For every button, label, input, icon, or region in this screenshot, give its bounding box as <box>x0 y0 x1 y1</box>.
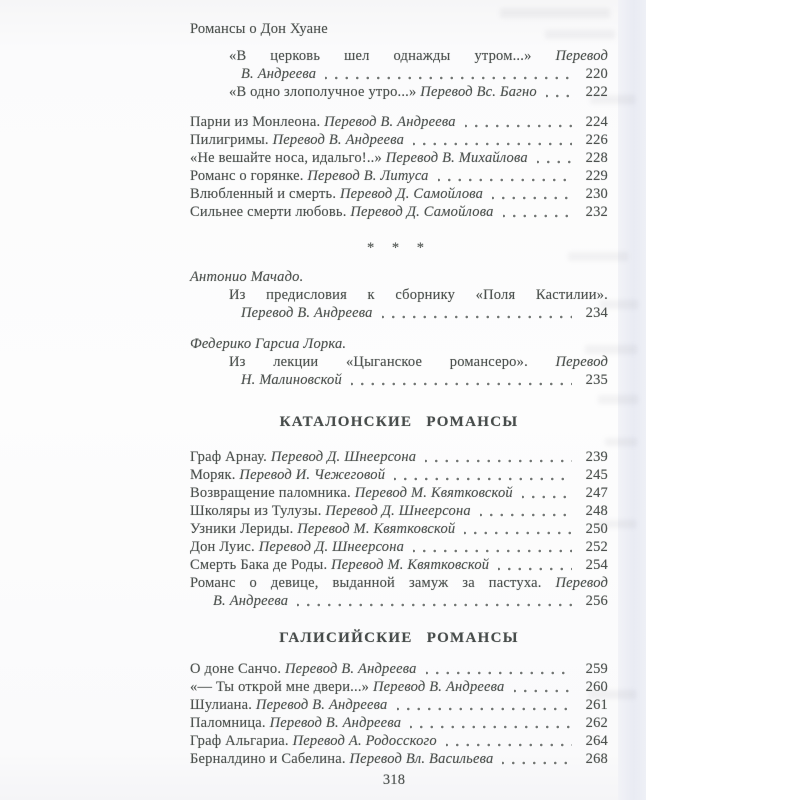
entry-translator: Перевод И. Чежеговой <box>239 467 386 483</box>
toc-entry-wrap-line2 <box>190 304 608 322</box>
entry-translator: Перевод <box>555 48 609 64</box>
page-number: 239 <box>585 449 608 465</box>
dot-leader <box>413 538 572 556</box>
dot-leader <box>438 167 572 185</box>
page-number: 261 <box>585 697 608 713</box>
author-name-label: Федерико Гарсиа Лорка. <box>190 336 347 352</box>
entry-title: Из лекции «Цыганское романсеро». <box>229 354 528 370</box>
entry-title: Романс о горянке. <box>190 168 304 184</box>
dot-leader <box>394 466 572 484</box>
toc-entry <box>190 484 608 502</box>
entry-translator: Перевод В. Андреева <box>241 305 373 321</box>
toc-entry <box>190 714 608 732</box>
dot-leader <box>480 502 572 520</box>
toc-entry <box>190 466 608 484</box>
toc-entry <box>190 167 608 185</box>
group-header <box>190 20 608 38</box>
dot-leader <box>502 750 572 768</box>
entry-title: Шулиана. <box>190 697 253 713</box>
entry-translator: Перевод В. Михайлова <box>385 150 528 166</box>
toc-entry-wrap-line2 <box>190 371 608 389</box>
page-number: 260 <box>585 679 608 695</box>
entry-translator: Перевод Д. Самойлова <box>350 204 494 220</box>
entry-title: Из предисловия к сборнику «Поля Кастилии». <box>229 287 608 303</box>
toc-entry-wrap-line1 <box>190 353 608 371</box>
entry-title: Возвращение паломника. <box>190 485 351 501</box>
toc-entry <box>190 678 608 696</box>
entry-title: Пилигримы. <box>190 132 269 148</box>
toc-entry <box>190 448 608 466</box>
entry-translator: Перевод Д. Самойлова <box>339 186 484 202</box>
entry-translator: Перевод Д. Шнеерсона <box>270 449 417 465</box>
dot-leader <box>351 371 572 389</box>
entry-translator: Перевод Вл. Васильева <box>349 751 494 767</box>
dot-leader <box>492 185 572 203</box>
dot-leader <box>498 556 572 574</box>
page-number: 268 <box>585 751 608 767</box>
entry-title: Смерть Бака де Роды. <box>190 557 328 573</box>
page-number: 224 <box>585 114 608 130</box>
toc-entry <box>190 696 608 714</box>
entry-translator: Перевод <box>555 575 608 591</box>
page-number: 230 <box>585 186 608 202</box>
entry-translator: Перевод Д. Шнеерсона <box>325 503 471 519</box>
page-number: 247 <box>585 485 608 501</box>
entry-translator: Перевод В. Литуса <box>307 168 429 184</box>
toc-entry <box>190 149 608 167</box>
entry-title: Моряк. <box>190 467 236 483</box>
toc-entry <box>190 113 608 131</box>
page-number: 254 <box>585 557 608 573</box>
entry-title: Граф Альгариа. <box>190 733 289 749</box>
page-number: 252 <box>585 539 608 555</box>
toc-entry-wrap-line2 <box>190 592 608 610</box>
entry-title: Узники Лериды. <box>190 521 294 537</box>
page-number: 259 <box>585 661 608 677</box>
toc-entry <box>190 750 608 768</box>
toc-entry <box>190 185 608 203</box>
entry-title: «В одно злополучное утро...» <box>229 84 417 100</box>
bleed-through-mark <box>605 438 637 446</box>
dot-leader <box>425 448 572 466</box>
entry-translator: Перевод Вс. Багно <box>420 84 537 100</box>
entry-translator: Перевод Д. Шнеерсона <box>258 539 405 555</box>
dot-leader <box>503 203 572 221</box>
toc-entry <box>190 83 608 101</box>
page-number: 248 <box>585 503 608 519</box>
entry-title: Берналдино и Сабелина. <box>190 751 346 767</box>
dot-leader <box>465 113 572 131</box>
dot-leader <box>297 592 572 610</box>
table-of-contents <box>190 0 608 789</box>
entry-translator: Перевод В. Андреева <box>372 679 505 695</box>
page-number: 262 <box>585 715 608 731</box>
entry-translator: Перевод В. Андреева <box>272 132 405 148</box>
dot-leader <box>537 149 572 167</box>
toc-entry-wrap-line2 <box>190 65 608 83</box>
entry-title: «Не вешайте носа, идальго!..» <box>190 150 382 166</box>
toc-entry-wrap-line1 <box>190 574 608 592</box>
author-name-label: Антонио Мачадо. <box>190 269 304 285</box>
toc-entry <box>190 520 608 538</box>
folio-page-number: 318 <box>382 772 406 788</box>
dot-leader <box>410 714 572 732</box>
dot-leader <box>522 484 572 502</box>
page-number: 222 <box>585 84 608 100</box>
entry-translator: Перевод М. Квятковской <box>354 485 513 501</box>
toc-entry <box>190 502 608 520</box>
dot-leader <box>397 696 573 714</box>
entry-translator: Перевод М. Квятковской <box>331 557 490 573</box>
page-number: 250 <box>585 521 608 537</box>
section-heading-catalan: КАТАЛОНСКИЕ РОМАНСЫ <box>279 414 519 430</box>
entry-translator: Перевод В. Андреева <box>285 661 417 677</box>
page-number: 234 <box>585 305 608 321</box>
group-header-label: Романсы о Дон Хуане <box>190 21 328 37</box>
page-number: 220 <box>585 66 608 82</box>
page-number: 256 <box>585 593 608 609</box>
page-number: 264 <box>585 733 608 749</box>
toc-entry <box>190 732 608 750</box>
page-number: 228 <box>585 150 608 166</box>
entry-title: О доне Санчо. <box>190 661 282 677</box>
entry-translator: Перевод М. Квятковской <box>297 521 456 537</box>
entry-translator: В. Андреева <box>213 593 289 609</box>
toc-entry <box>190 556 608 574</box>
entry-title: Сильнее смерти любовь. <box>190 204 347 220</box>
toc-entry <box>190 538 608 556</box>
page-number: 226 <box>585 132 608 148</box>
entry-translator: Перевод В. Андреева <box>255 697 388 713</box>
toc-entry-wrap-line1 <box>190 47 608 65</box>
photo-background <box>646 0 800 800</box>
entry-title: «В церковь шел однажды утром...» <box>229 48 532 64</box>
dot-leader <box>546 83 572 101</box>
entry-translator: Перевод В. Андреева <box>269 715 402 731</box>
author-name <box>190 335 608 353</box>
entry-title: Паломница. <box>190 715 266 731</box>
entry-title: Парни из Монлеона. <box>190 114 321 130</box>
entry-translator: Перевод <box>555 354 608 370</box>
entry-title: Влюбленный и смерть. <box>190 186 337 202</box>
page-number: 232 <box>585 204 608 220</box>
dot-leader <box>514 678 572 696</box>
dot-leader <box>426 660 572 678</box>
section-separator: * * * <box>367 240 431 256</box>
entry-title: Граф Арнау. <box>190 449 267 465</box>
entry-translator: Н. Малиновской <box>241 372 342 388</box>
entry-title: «— Ты открой мне двери...» <box>190 679 370 695</box>
entry-translator: В. Андреева <box>241 66 317 82</box>
entry-title: Школяры из Тулузы. <box>190 503 322 519</box>
entry-title: Дон Луис. <box>190 539 255 555</box>
dot-leader <box>464 520 572 538</box>
author-name <box>190 268 608 286</box>
entry-title: Романс о девице, выданной замуж за пастуха. <box>190 575 542 591</box>
toc-entry <box>190 131 608 149</box>
dot-leader <box>446 732 572 750</box>
section-heading-galician: ГАЛИСИЙСКИЕ РОМАНСЫ <box>279 630 519 646</box>
toc-entry <box>190 660 608 678</box>
page-number: 245 <box>585 467 608 483</box>
dot-leader <box>325 65 572 83</box>
page-number: 229 <box>585 168 608 184</box>
toc-entry <box>190 203 608 221</box>
page-number: 235 <box>585 372 608 388</box>
toc-entry-wrap-line1 <box>190 286 608 304</box>
dot-leader <box>382 304 572 322</box>
entry-translator: Перевод В. Андреева <box>324 114 456 130</box>
entry-translator: Перевод А. Родосского <box>292 733 437 749</box>
dot-leader <box>413 131 572 149</box>
